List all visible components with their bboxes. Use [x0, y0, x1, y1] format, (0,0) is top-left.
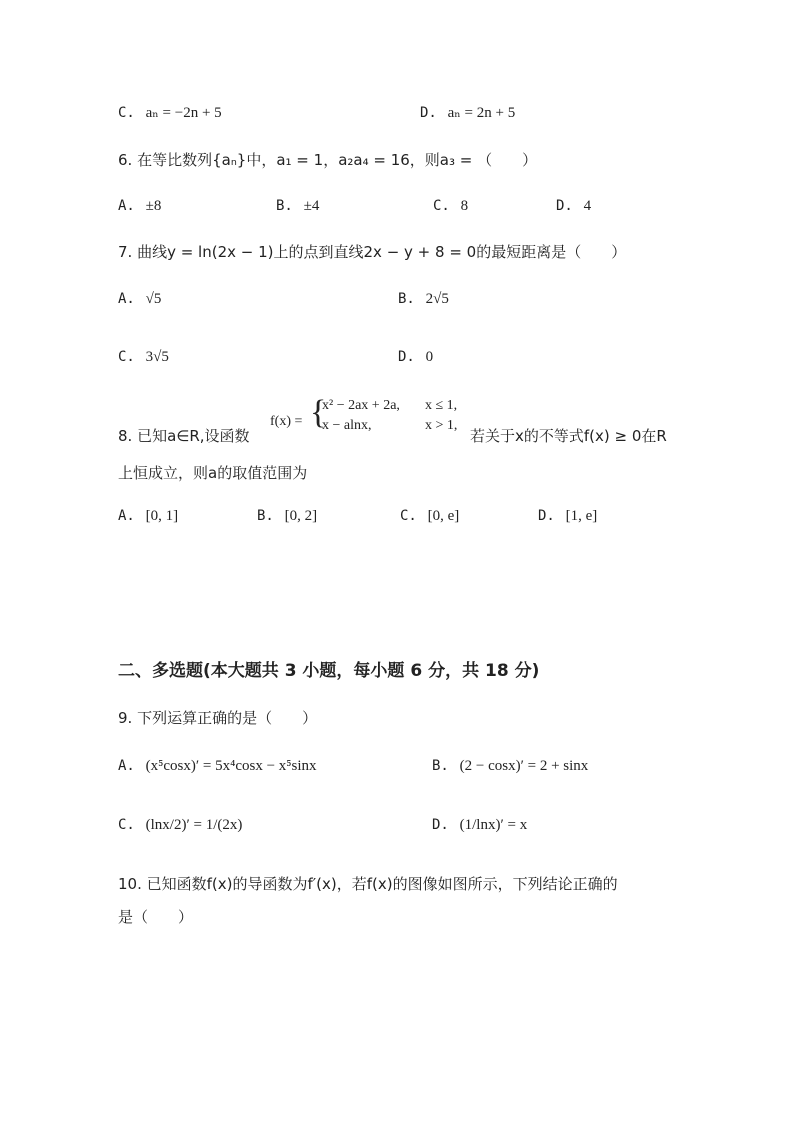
option-value: [0, 1] — [145, 508, 179, 524]
function-name: f(x) = — [270, 414, 303, 429]
option-label: D. — [538, 508, 555, 524]
q8-stem-prefix: 8. 已知a∈R,设函数 — [118, 427, 250, 445]
case-2-condition: x > 1, — [425, 418, 458, 433]
option-value: 2√5 — [425, 291, 449, 307]
option-label: A. — [118, 758, 135, 774]
option-expression: aₙ = 2n + 5 — [447, 105, 516, 121]
option-label: A. — [118, 291, 135, 307]
q10-stem-line2: 是（ ） — [118, 908, 194, 926]
q9-option-b — [432, 756, 588, 775]
q6-option-b — [276, 196, 319, 215]
q5-option-d — [420, 103, 515, 122]
q7-option-a — [118, 289, 161, 308]
option-value: 0 — [425, 349, 434, 365]
q6-option-d — [556, 196, 591, 215]
q7-option-b — [398, 289, 449, 308]
q10-stem-line1: 10. 已知函数f(x)的导函数为f′(x)，若f(x)的图像如图所示，下列结论正确的 — [118, 875, 618, 893]
case-1 — [322, 398, 400, 414]
option-label: D. — [398, 349, 415, 365]
option-label: D. — [556, 198, 573, 214]
option-label: D. — [420, 105, 437, 121]
option-value: [0, 2] — [284, 508, 318, 524]
option-value: (1/lnx)′ = x — [459, 817, 528, 833]
case-2-condition-wrap — [425, 418, 457, 434]
q8-option-a — [118, 506, 178, 525]
case-1-condition-wrap — [425, 398, 457, 414]
option-label: D. — [432, 817, 449, 833]
q6-stem: 6. 在等比数列{aₙ}中，a₁ = 1，a₂a₄ = 16，则a₃ = （ ） — [118, 151, 538, 169]
option-label: A. — [118, 198, 135, 214]
option-label: B. — [257, 508, 274, 524]
option-label: B. — [398, 291, 415, 307]
q8-option-b — [257, 506, 317, 525]
option-value: ±4 — [303, 198, 320, 214]
case-1-expression: x² − 2ax + 2a, — [322, 398, 400, 413]
option-value: 4 — [583, 198, 592, 214]
q8-option-c — [400, 506, 459, 525]
q5-option-c — [118, 103, 222, 122]
q6-option-a — [118, 196, 161, 215]
left-brace: { — [310, 394, 327, 431]
option-value: [0, e] — [427, 508, 460, 524]
option-label: B. — [276, 198, 293, 214]
q8-option-d — [538, 506, 597, 525]
option-label: C. — [400, 508, 417, 524]
case-2-expression: x − alnx, — [322, 418, 372, 433]
option-value: (2 − cosx)′ = 2 + sinx — [459, 758, 589, 774]
case-2 — [322, 418, 372, 434]
option-value: 8 — [460, 198, 469, 214]
q9-option-a — [118, 756, 317, 775]
case-1-condition: x ≤ 1, — [425, 398, 458, 413]
option-label: C. — [118, 349, 135, 365]
section-heading: 二、多选题(本大题共 3 小题，每小题 6 分，共 18 分) — [118, 661, 540, 681]
option-label: B. — [432, 758, 449, 774]
q9-option-d — [432, 815, 527, 834]
q9-option-c — [118, 815, 242, 834]
option-value: √5 — [145, 291, 162, 307]
q8-stem-suffix: 若关于x的不等式f(x) ≥ 0在R — [470, 427, 667, 445]
option-value: (x⁵cosx)′ = 5x⁴cosx − x⁵sinx — [145, 758, 317, 774]
option-expression: aₙ = −2n + 5 — [145, 105, 222, 121]
option-label: C. — [433, 198, 450, 214]
q8-stem-line2: 上恒成立，则a的取值范围为 — [118, 464, 308, 482]
q6-option-c — [433, 196, 468, 215]
option-label: C. — [118, 105, 135, 121]
option-label: A. — [118, 508, 135, 524]
option-label: C. — [118, 817, 135, 833]
q7-option-c — [118, 347, 169, 366]
option-value: ±8 — [145, 198, 162, 214]
option-value: [1, e] — [565, 508, 598, 524]
option-value: 3√5 — [145, 349, 169, 365]
piecewise-cases — [310, 394, 470, 438]
q9-stem: 9. 下列运算正确的是（ ） — [118, 709, 318, 727]
q7-stem: 7. 曲线y = ln(2x − 1)上的点到直线2x − y + 8 = 0的最短距离是（ ） — [118, 243, 627, 261]
option-value: (lnx/2)′ = 1/(2x) — [145, 817, 243, 833]
q7-option-d — [398, 347, 433, 366]
